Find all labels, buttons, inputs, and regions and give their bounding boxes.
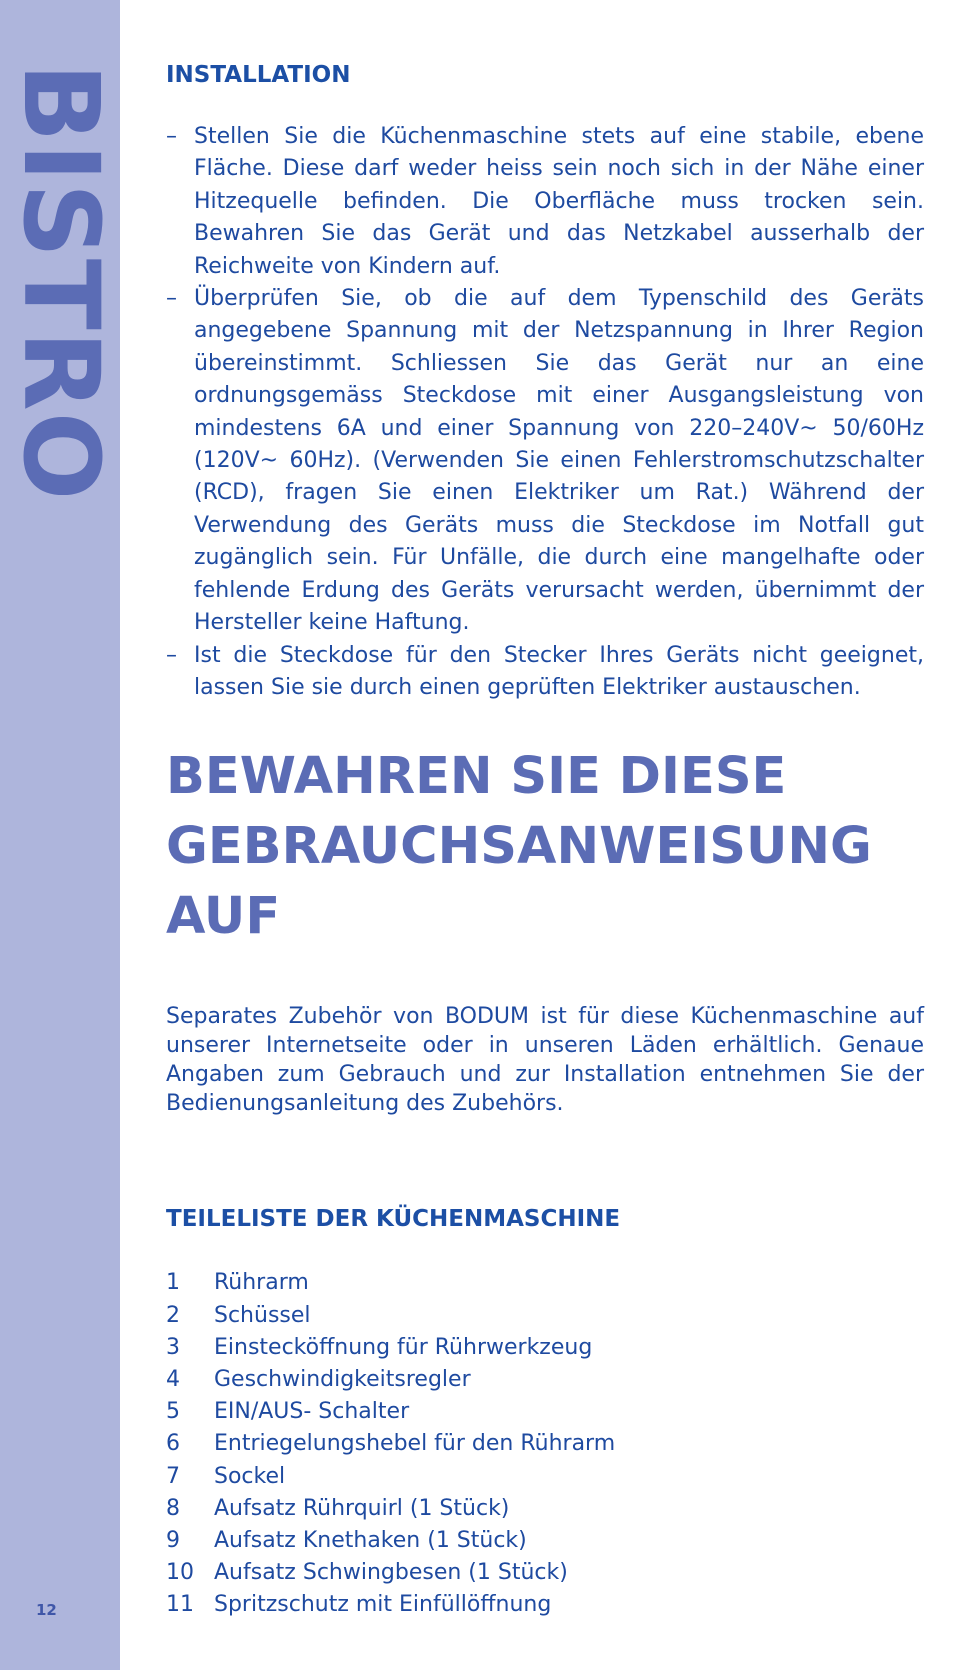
heading-line-1: BEWAHREN SIE DIESE (166, 747, 787, 807)
dash-bullet: – (166, 124, 177, 149)
dash-bullet: – (166, 642, 177, 668)
part-label: Sockel (214, 1463, 286, 1489)
accessories-paragraph: Separates Zubehör von BODUM ist für diese Küchenmaschine auf unserer Internetseite oder in unseren Läden erhältlich. Genaue Angaben zum Gebrauch und zur Installation entnehmen Sie der Bedienungsanleitung des Zubehörs. (166, 1004, 924, 1117)
installation-list (166, 121, 924, 704)
list-item (166, 121, 924, 283)
parts-heading: TEILELISTE DER KÜCHENMASCHINE (166, 1206, 621, 1233)
list-item (166, 1332, 924, 1364)
list-item-text: Stellen Sie die Küchenmaschine stets auf eine stabile, ebene Fläche. Diese darf weder heiss sein noch sich in der Nähe einer Hitzequelle befinden. Die Oberfläche muss trocken sein. Bewahren Sie das Gerät und das Netzkabel ausserhalb der Reichweite von Kindern auf. (194, 124, 924, 279)
part-number: 1 (166, 1270, 180, 1296)
part-label: Schüssel (214, 1302, 311, 1328)
keep-instructions-heading (166, 742, 924, 952)
part-label: Einstecköffnung für Rührwerkzeug (214, 1334, 593, 1360)
page-number: 12 (36, 1601, 57, 1619)
list-item (166, 1364, 924, 1396)
part-number: 3 (166, 1334, 180, 1360)
list-item (166, 1493, 924, 1525)
part-number: 2 (166, 1302, 180, 1328)
part-number: 11 (166, 1592, 194, 1618)
list-item (166, 1300, 924, 1332)
part-label: Rührarm (214, 1270, 309, 1296)
list-item (166, 1428, 924, 1460)
installation-heading: INSTALLATION (166, 62, 351, 88)
sidebar (0, 0, 120, 1670)
part-label: Aufsatz Rührquirl (1 Stück) (214, 1495, 510, 1521)
brand-logo: BISTRO (0, 63, 122, 502)
part-label: EIN/AUS- Schalter (214, 1399, 410, 1425)
part-number: 10 (166, 1560, 194, 1586)
list-item (166, 1461, 924, 1493)
dash-bullet: – (166, 286, 177, 312)
list-item (166, 1557, 924, 1589)
part-number: 7 (166, 1463, 180, 1489)
part-label: Spritzschutz mit Einfüllöffnung (214, 1592, 552, 1618)
list-item-text: Überprüfen Sie, ob die auf dem Typenschild des Geräts angegebene Spannung mit der Netzspannung in Ihrer Region übereinstimmt. Schliessen Sie das Gerät nur an eine ordnungsgemäss Steckdose mit einer Ausgangsleistung von mindestens 6A und einer Spannung von 220–240V~ 50/60Hz (120V~ 60Hz). (Verwenden Sie einen Fehlerstromschutzschalter (RCD), fragen Sie einen Elektriker um Rat.) Während der Verwendung des Geräts muss die Steckdose im Notfall gut zugänglich sein. Für Unfälle, die durch eine mangelhafte oder fehlende Erdung des Geräts verursacht werden, übernimmt der Hersteller keine Haftung. (194, 286, 924, 636)
parts-list (166, 1267, 924, 1621)
part-number: 6 (166, 1431, 180, 1457)
part-label: Geschwindigkeitsregler (214, 1366, 471, 1392)
list-item (166, 1267, 924, 1299)
part-number: 5 (166, 1399, 180, 1425)
part-number: 9 (166, 1527, 180, 1553)
list-item (166, 1589, 924, 1621)
list-item (166, 283, 924, 639)
part-label: Aufsatz Knethaken (1 Stück) (214, 1527, 527, 1553)
heading-line-2: GEBRAUCHSANWEISUNG AUF (166, 817, 872, 947)
list-item (166, 1525, 924, 1557)
part-number: 4 (166, 1366, 180, 1392)
part-label: Aufsatz Schwingbesen (1 Stück) (214, 1560, 568, 1586)
list-item (166, 1396, 924, 1428)
main-content (166, 60, 924, 1622)
part-label: Entriegelungshebel für den Rührarm (214, 1431, 616, 1457)
list-item-text: Ist die Steckdose für den Stecker Ihres Geräts nicht geeignet, lassen Sie sie durch einen geprüften Elektriker austauschen. (194, 642, 924, 700)
part-number: 8 (166, 1495, 180, 1521)
list-item (166, 640, 924, 705)
